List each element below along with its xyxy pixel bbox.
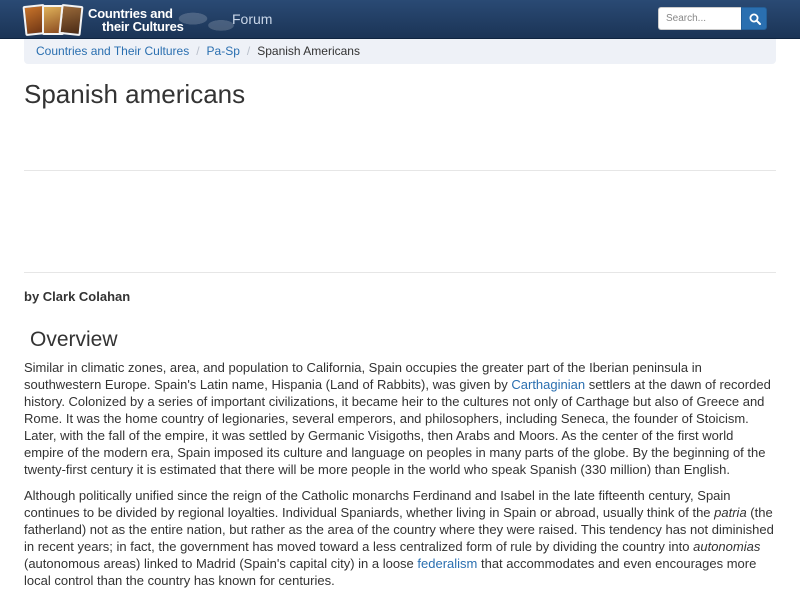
search-button[interactable]: [741, 7, 767, 30]
nav-forum-link[interactable]: Forum: [232, 11, 273, 27]
logo-photos-icon: [22, 3, 84, 37]
text-segment: Although politically unified since the reign of the Catholic monarchs Ferdinand and Isabel in the late fifteenth century, Spain continues to be divided by regional loyalties. Individual Spaniards, whether living in Spain or abroad, usually think of the: [24, 488, 731, 520]
logo-line-2: their Cultures: [102, 19, 184, 34]
breadcrumb-link-countries[interactable]: Countries and Their Cultures: [36, 44, 190, 58]
top-navbar: [0, 0, 800, 39]
link-federalism[interactable]: federalism: [417, 556, 478, 571]
search-input[interactable]: [658, 7, 741, 30]
term-autonomias: autonomias: [693, 539, 761, 554]
text-segment: settlers at the dawn of recorded history. Colonized by a series of important civilizations, it became heir to the cultures not only of Carthage but also of Greece and Rome. It was the home country of legionaries, several emperors, and philosophers, including Seneca, the founder of Stoicism. Later, with the fall of the empire, it was settled by Germanic Visigoths, then Arabs and Moors. As the center of the first world empire of the modern era, Spain imposed its culture and language on peoples in many parts of the globe. By the beginning of the twenty-first century it is estimated that there will be more people in the world who speak Spanish (330 million) than English.: [24, 377, 771, 477]
divider: [24, 272, 776, 273]
ad-placeholder: [24, 171, 776, 272]
text-segment: that accommodates and even encourages more local control than the country has known for centuries.: [24, 556, 757, 588]
text-segment: (the fatherland) not as the entire nation, but rather as the area of the country where they were raised. This tendency has not diminished in recent years; in fact, the government has moved toward a less centralized form of rule by dividing the country into: [24, 505, 774, 554]
breadcrumb-separator: /: [196, 44, 200, 58]
breadcrumb-current: Spanish Americans: [257, 44, 360, 58]
breadcrumb-separator: /: [246, 44, 251, 58]
author-byline: by Clark Colahan: [24, 289, 131, 304]
site-logo[interactable]: [22, 3, 192, 37]
overview-paragraph-2: [24, 487, 776, 589]
term-patria: patria: [714, 505, 747, 520]
section-heading-overview: Overview: [30, 328, 118, 351]
text-segment: Similar in climatic zones, area, and population to California, Spain occupies the greater part of the Iberian peninsula in southwestern Europe. Spain's Latin name, Hispania (Land of Rabbits), was given by: [24, 360, 702, 392]
logo-photo: [58, 4, 83, 36]
logo-text: [88, 7, 184, 33]
breadcrumb-link-pa-sp[interactable]: Pa-Sp: [206, 44, 240, 58]
logo-line-1: Countries and: [88, 6, 173, 21]
page-title: Spanish americans: [24, 79, 246, 109]
breadcrumb: [24, 39, 776, 64]
search-icon: [749, 13, 761, 25]
overview-paragraph-1: [24, 359, 776, 478]
link-carthaginian[interactable]: Carthaginian: [511, 377, 586, 392]
text-segment: (autonomous areas) linked to Madrid (Spain's capital city) in a loose: [24, 556, 418, 571]
